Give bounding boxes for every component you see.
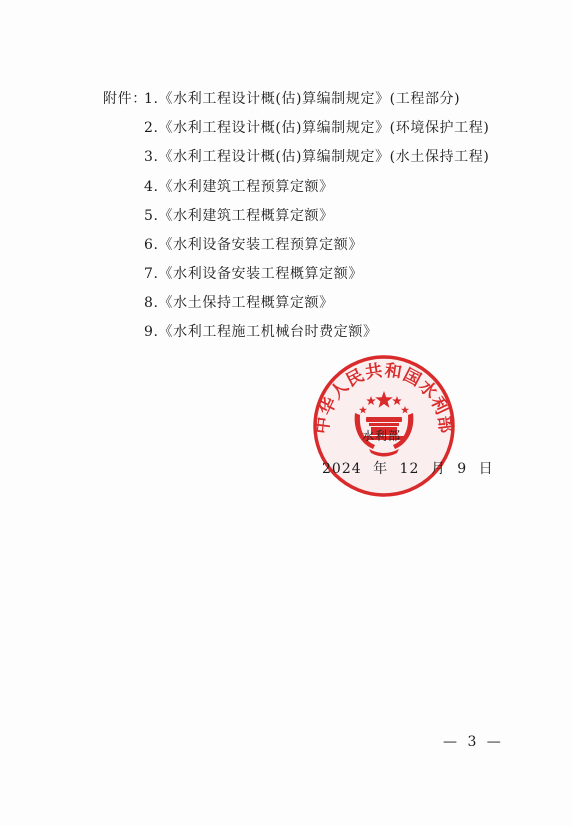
date-year-unit: 年 (373, 461, 389, 477)
attachment-item-9: 9.《水利工程施工机械台时费定额》 (144, 324, 378, 340)
date-year: 2024 (322, 461, 362, 477)
attachment-item-8: 8.《水土保持工程概算定额》 (144, 295, 334, 311)
date-month-unit: 月 (430, 461, 446, 477)
attachment-item-7: 7.《水利设备安装工程概算定额》 (144, 266, 363, 282)
attachment-item-2: 2.《水利工程设计概(估)算编制规定》(环境保护工程) (144, 120, 490, 136)
signing-authority: 水利部 (362, 429, 402, 443)
date-day-unit: 日 (478, 461, 494, 477)
attachments-prefix: 附件： (103, 91, 147, 107)
date-day: 9 (457, 461, 468, 477)
date-month: 12 (399, 461, 420, 477)
attachment-item-3: 3.《水利工程设计概(估)算编制规定》(水土保持工程) (144, 149, 490, 165)
seal-ring-text: 中华人民共和国水利部 (312, 360, 456, 436)
attachment-item-6: 6.《水利设备安装工程预算定额》 (144, 237, 363, 253)
signing-date (322, 460, 494, 478)
attachment-item-1: 1.《水利工程设计概(估)算编制规定》(工程部分) (144, 91, 461, 107)
attachment-item-5: 5.《水利建筑工程概算定额》 (144, 208, 334, 224)
page-number: — 3 — (443, 734, 504, 750)
attachment-item-4: 4.《水利建筑工程预算定额》 (144, 179, 334, 195)
